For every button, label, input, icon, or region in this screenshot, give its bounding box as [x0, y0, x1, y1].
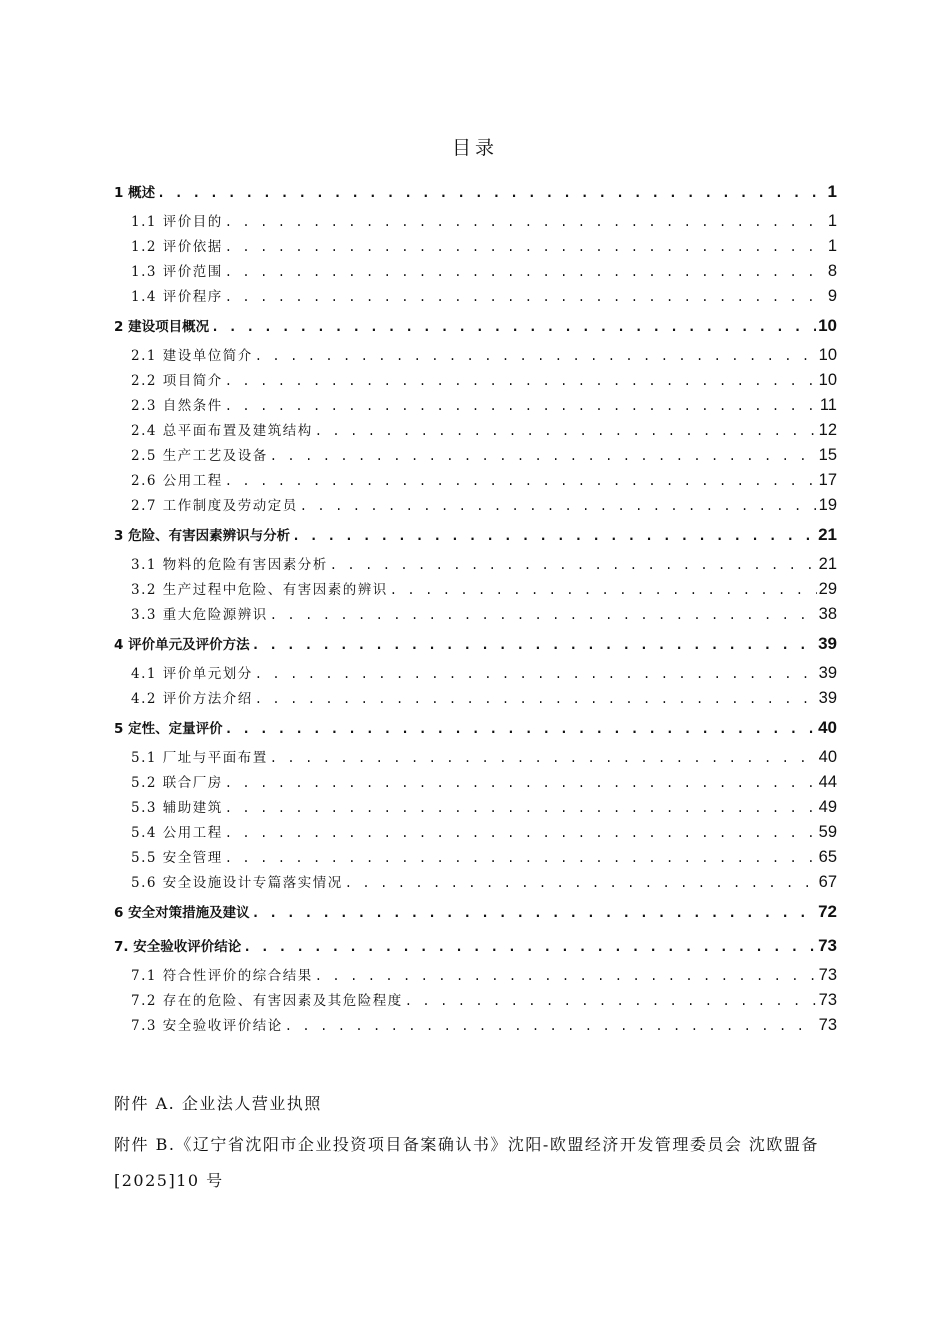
- toc-entry-label: 2.4 总平面布置及建筑结构: [131, 423, 313, 439]
- toc-page-number: 67: [818, 873, 837, 891]
- dot-leader: [255, 344, 817, 369]
- toc-page-number: 72: [818, 902, 837, 921]
- toc-section-entry[interactable]: [114, 234, 837, 259]
- toc-entry-label: 7.2 存在的危险、有害因素及其危险程度: [131, 993, 403, 1009]
- toc-section-entry[interactable]: [114, 468, 837, 493]
- dot-leader: [252, 897, 816, 931]
- toc-page-number: 1: [827, 182, 837, 201]
- toc-entry-label: 5.2 联合厂房: [131, 775, 223, 791]
- toc-section-entry[interactable]: [114, 661, 837, 686]
- toc-page-number: 19: [818, 496, 837, 514]
- toc-entry-label: 6 安全对策措施及建议: [114, 905, 250, 921]
- toc-entry-label: 3 危险、有害因素辨识与分析: [114, 528, 291, 544]
- toc-page-number: 11: [819, 396, 837, 414]
- toc-entry-label: 2.5 生产工艺及设备: [131, 448, 268, 464]
- dot-leader: [315, 964, 817, 989]
- toc-chapter-entry[interactable]: [114, 518, 837, 552]
- dot-leader: [211, 311, 816, 345]
- toc-section-entry[interactable]: [114, 963, 837, 988]
- toc-entry-label: 3.2 生产过程中危险、有害因素的辨识: [131, 582, 388, 598]
- toc-entry-label: 2.2 项目简介: [131, 373, 223, 389]
- toc-page-number: 1: [827, 212, 837, 230]
- dot-leader: [330, 553, 817, 578]
- dot-leader: [225, 846, 817, 871]
- dot-leader: [292, 520, 816, 554]
- toc-entry-label: 4.2 评价方法介绍: [131, 691, 253, 707]
- toc-page-number: 15: [818, 446, 837, 464]
- toc-title: 目录: [451, 137, 498, 159]
- toc-entry-label: 2 建设项目概况: [114, 319, 210, 335]
- toc-section-entry[interactable]: [114, 493, 837, 518]
- toc-entry-label: 2.7 工作制度及劳动定员: [131, 498, 298, 514]
- toc-page-number: 39: [818, 664, 837, 682]
- toc-entry-label: 2.6 公用工程: [131, 473, 223, 489]
- toc-page-number: 73: [818, 936, 837, 955]
- toc-section-entry[interactable]: [114, 820, 837, 845]
- toc-page-number: 73: [818, 966, 837, 984]
- dot-leader: [225, 821, 817, 846]
- toc-section-entry[interactable]: [114, 988, 837, 1013]
- toc-section-entry[interactable]: [114, 209, 837, 234]
- dot-leader: [225, 796, 817, 821]
- toc-chapter-entry[interactable]: [114, 175, 837, 209]
- toc-section-entry[interactable]: [114, 602, 837, 627]
- toc-page-number: 10: [818, 371, 837, 389]
- toc-page-number: 10: [818, 316, 837, 335]
- toc-section-entry[interactable]: [114, 259, 837, 284]
- toc-entry-label: 3.1 物料的危险有害因素分析: [131, 557, 328, 573]
- toc-section-entry[interactable]: [114, 552, 837, 577]
- dot-leader: [225, 285, 826, 310]
- toc-entry-label: 5.5 安全管理: [131, 850, 223, 866]
- dot-leader: [270, 746, 817, 771]
- toc-entry-label: 1.4 评价程序: [131, 289, 223, 305]
- toc-page-number: 21: [818, 525, 837, 544]
- toc-entry-label: 5.6 安全设施设计专篇落实情况: [131, 875, 343, 891]
- toc-page-number: 40: [818, 748, 837, 766]
- toc-section-entry[interactable]: [114, 1013, 837, 1038]
- toc-entry-label: 2.1 建设单位简介: [131, 348, 253, 364]
- toc-entry-label: 1.1 评价目的: [131, 214, 223, 230]
- toc-section-entry[interactable]: [114, 418, 837, 443]
- toc-entry-label: 4.1 评价单元划分: [131, 666, 253, 682]
- dot-leader: [255, 687, 817, 712]
- dot-leader: [157, 177, 825, 211]
- toc-section-entry[interactable]: [114, 845, 837, 870]
- toc-section-entry[interactable]: [114, 368, 837, 393]
- toc-page-number: 59: [818, 823, 837, 841]
- toc-page-number: 39: [818, 634, 837, 653]
- toc-page-number: 8: [827, 262, 837, 280]
- toc-section-entry[interactable]: [114, 770, 837, 795]
- toc-page-number: 10: [818, 346, 837, 364]
- dot-leader: [225, 235, 826, 260]
- toc-section-entry[interactable]: [114, 577, 837, 602]
- dot-leader: [255, 662, 817, 687]
- toc-entry-label: 1.3 评价范围: [131, 264, 223, 280]
- dot-leader: [390, 578, 817, 603]
- toc-entry-label: 1.2 评价依据: [131, 239, 223, 255]
- dot-leader: [225, 394, 818, 419]
- toc-chapter-entry[interactable]: [114, 711, 837, 745]
- toc-section-entry[interactable]: [114, 284, 837, 309]
- dot-leader: [270, 603, 817, 628]
- dot-leader: [225, 713, 816, 747]
- dot-leader: [405, 989, 817, 1014]
- toc-section-entry[interactable]: [114, 795, 837, 820]
- dot-leader: [225, 260, 826, 285]
- toc-page-number: 38: [818, 605, 837, 623]
- toc-page-number: 9: [827, 287, 837, 305]
- toc-page-number: 40: [818, 718, 837, 737]
- toc-entry-label: 2.3 自然条件: [131, 398, 223, 414]
- toc-entry-label: 1 概述: [114, 185, 156, 201]
- toc-section-entry[interactable]: [114, 393, 837, 418]
- toc-entry-label: 7. 安全验收评价结论: [114, 939, 242, 955]
- toc-page-number: 65: [818, 848, 837, 866]
- toc-chapter-entry[interactable]: [114, 627, 837, 661]
- toc-entry-label: 4 评价单元及评价方法: [114, 637, 250, 653]
- toc-page-number: 17: [818, 471, 837, 489]
- toc-page-number: 39: [818, 689, 837, 707]
- toc-section-entry[interactable]: [114, 686, 837, 711]
- toc-entry-label: 5.3 辅助建筑: [131, 800, 223, 816]
- appendix-b: 附件 B.《辽宁省沈阳市企业投资项目备案确认书》沈阳-欧盟经济开发管理委员会 沈欧盟备[2025]10 号: [114, 1135, 819, 1190]
- toc-page-number: 49: [818, 798, 837, 816]
- toc-entry-label: 7.3 安全验收评价结论: [131, 1018, 283, 1034]
- dot-leader: [225, 369, 817, 394]
- toc-page-number: 44: [818, 773, 837, 791]
- dot-leader: [300, 494, 817, 519]
- toc-section-entry[interactable]: [114, 443, 837, 468]
- toc-entry-label: 5.4 公用工程: [131, 825, 223, 841]
- toc-page-number: 73: [818, 991, 837, 1009]
- toc-page-number: 21: [818, 555, 837, 573]
- table-of-contents: [114, 175, 837, 1038]
- toc-entry-label: 3.3 重大危险源辨识: [131, 607, 268, 623]
- toc-chapter-entry[interactable]: [114, 929, 837, 963]
- toc-section-entry[interactable]: [114, 343, 837, 368]
- dot-leader: [270, 444, 817, 469]
- toc-entry-label: 7.1 符合性评价的综合结果: [131, 968, 313, 984]
- dot-leader: [225, 771, 817, 796]
- dot-leader: [243, 931, 816, 965]
- dot-leader: [225, 210, 826, 235]
- toc-chapter-entry[interactable]: [114, 309, 837, 343]
- appendix-a: 附件 A. 企业法人营业执照: [114, 1094, 322, 1113]
- dot-leader: [285, 1014, 817, 1039]
- dot-leader: [225, 469, 817, 494]
- toc-entry-label: 5 定性、定量评价: [114, 721, 223, 737]
- dot-leader: [345, 871, 817, 896]
- toc-chapter-entry[interactable]: [114, 895, 837, 929]
- toc-page-number: 12: [818, 421, 837, 439]
- toc-entry-label: 5.1 厂址与平面布置: [131, 750, 268, 766]
- toc-page-number: 29: [818, 580, 837, 598]
- dot-leader: [252, 629, 816, 663]
- toc-page-number: 1: [827, 237, 837, 255]
- toc-section-entry[interactable]: [114, 745, 837, 770]
- toc-section-entry[interactable]: [114, 870, 837, 895]
- toc-page-number: 73: [818, 1016, 837, 1034]
- dot-leader: [315, 419, 817, 444]
